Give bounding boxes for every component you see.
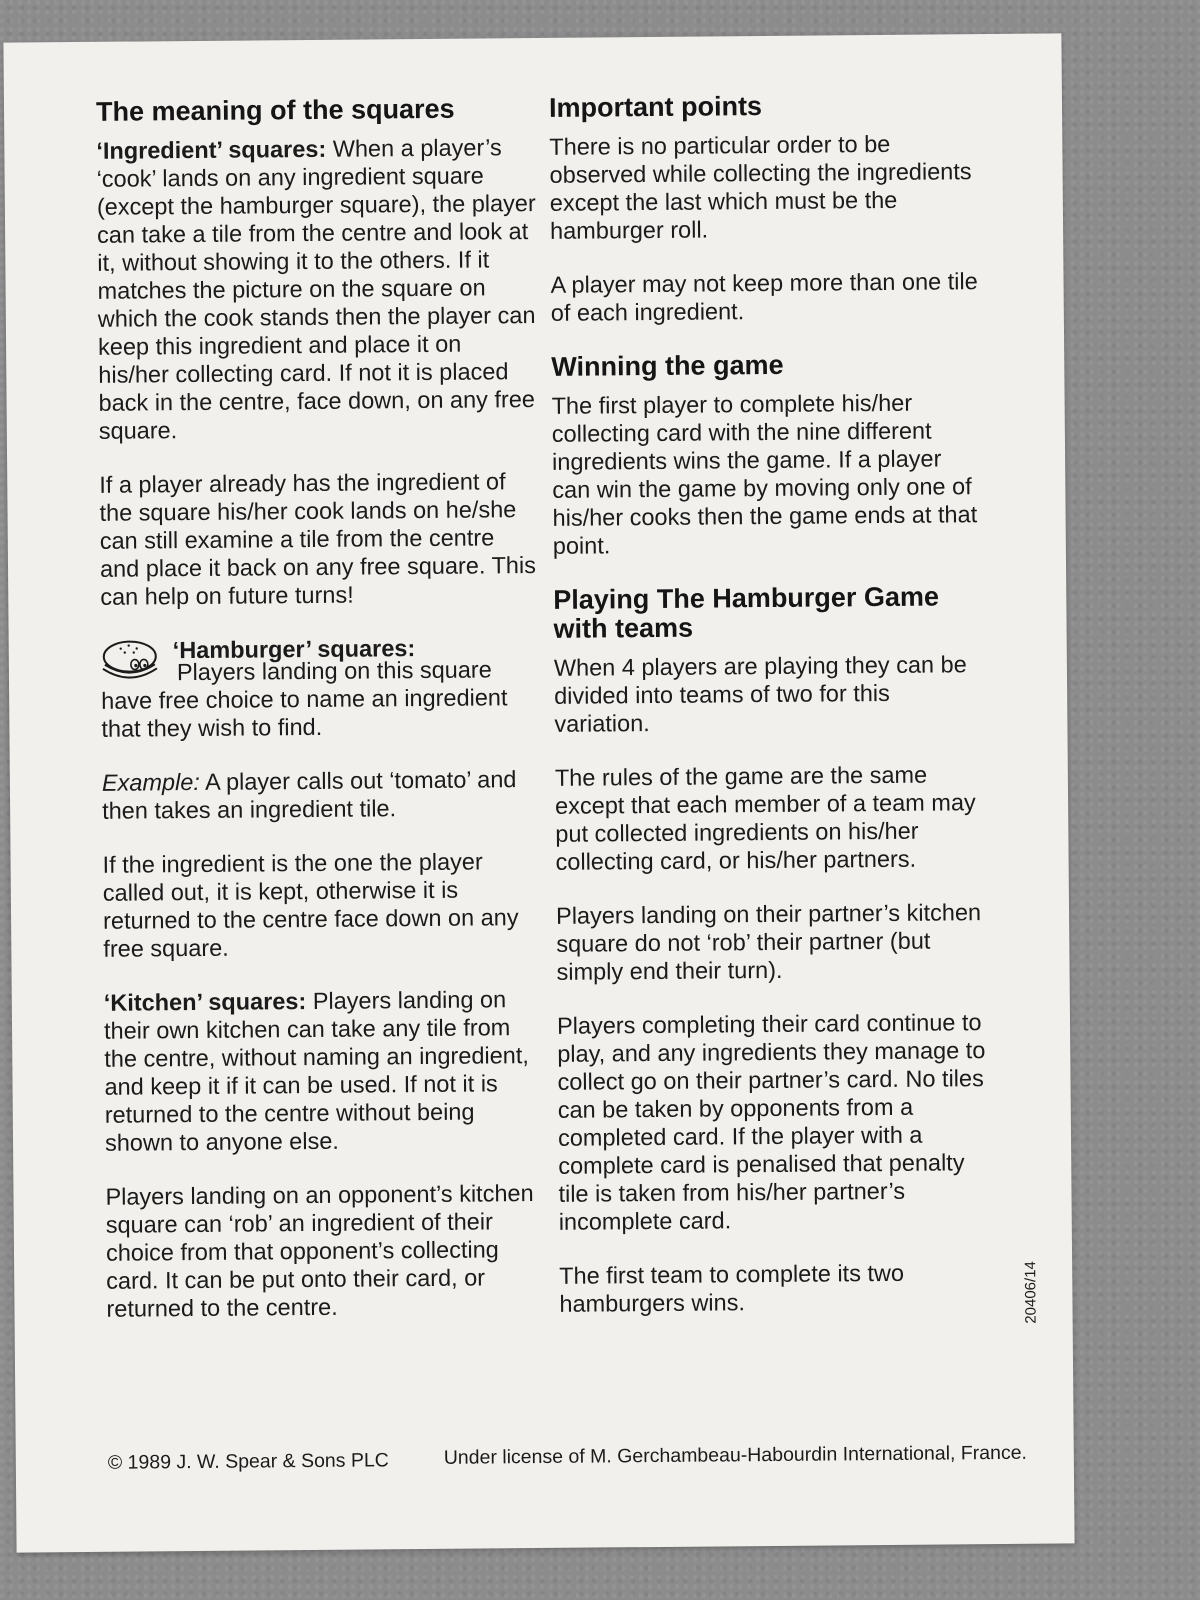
hamburger-squares-lead: ‘Hamburger’ squares: (172, 635, 416, 664)
important-one-tile-paragraph: A player may not keep more than one tile of each ingredient. (550, 268, 978, 326)
meaning-of-squares-heading: The meaning of the squares (95, 93, 455, 127)
example-paragraph (102, 765, 542, 825)
winning-paragraph: The first player to complete his/her collecting card with the nine different ingredients wins the game. If a player can win the game by moving only one of his/her cooks then the game ends at that point. (551, 389, 978, 559)
called-ingredient-paragraph: If the ingredient is the one the player called out, it is kept, otherwise it is returned to the centre face down on any free square. (102, 848, 519, 962)
hamburger-squares-body: Players landing on this square have free choice to name an ingredient that they wish to find. (101, 656, 508, 742)
ingredient-squares-body: When a player’s ‘cook’ lands on any ingredient square (except the hamburger square), the player can take a tile from the centre and look at it, without showing it to the others. If it matches the picture on the square on which the cook stands then the player can keep this ingredient and place it on his/her collecting card. If not it is placed back in the centre, face down, on any free square. (96, 134, 536, 444)
example-body: A player calls out ‘tomato’ and then takes an ingredient tile. (102, 766, 517, 824)
example-label: Example: (101, 768, 200, 796)
teams-division-paragraph: When 4 players are playing they can be divided into teams of two for this variation. (553, 651, 967, 737)
teams-completed-card-paragraph: Players completing their card continue to play, and any ingredients they manage to collect go on their partner’s card. No tiles can be taken by opponents from a completed card. If the player with a complete card is penalised that penalty tile is taken from his/her partner’s incomplete card. (556, 1009, 986, 1235)
ingredient-examine-paragraph: If a player already has the ingredient of the square his/her cook lands on he/she can still examine a tile from the centre and place it back on any free square. This can help on future turns! (99, 468, 537, 610)
right-column (549, 90, 990, 1344)
important-order-paragraph: There is no particular order to be observed while collecting the ingredients except the last which must be the hamburger roll. (549, 130, 972, 244)
license-notice: Under license of M. Gerchambeau-Habourdin International, France. (443, 1441, 1028, 1469)
ingredient-squares-paragraph (96, 133, 539, 445)
opponent-kitchen-paragraph: Players landing on an opponent’s kitchen square can ‘rob’ an ingredient of their choice from that opponent’s collecting card. It can be put onto their card, or returned to the centre. (105, 1180, 534, 1322)
instruction-sheet (3, 33, 1074, 1552)
kitchen-squares-paragraph (104, 985, 545, 1157)
hamburger-face-icon (99, 636, 161, 687)
winning-heading: Winning the game (551, 349, 784, 382)
teams-heading: Playing The Hamburger Game with teams (553, 581, 940, 644)
kitchen-squares-body: Players landing on their own kitchen can take any tile from the centre, without naming an ingredient, and keep it if it can be used. If not it is returned to the centre without being shown to anyone else. (103, 986, 529, 1156)
teams-partner-kitchen-paragraph: Players landing on their partner’s kitchen square do not ‘rob’ their partner (but simply end their turn). (555, 899, 982, 985)
print-code: 20406/14 (1022, 1261, 1040, 1324)
kitchen-squares-lead: ‘Kitchen’ squares: (103, 988, 307, 1016)
teams-rules-paragraph: The rules of the game are the same except that each member of a team may put collected ingredients on his/her collecting card, or his/her partners. (554, 761, 976, 875)
teams-winning-paragraph: The first team to complete its two hamburgers wins. (559, 1259, 905, 1317)
important-points-heading: Important points (548, 91, 763, 123)
ingredient-squares-lead: ‘Ingredient’ squares: (96, 135, 327, 164)
copyright-notice: © 1989 J. W. Spear & Sons PLC (107, 1449, 389, 1474)
left-column (96, 94, 547, 1349)
